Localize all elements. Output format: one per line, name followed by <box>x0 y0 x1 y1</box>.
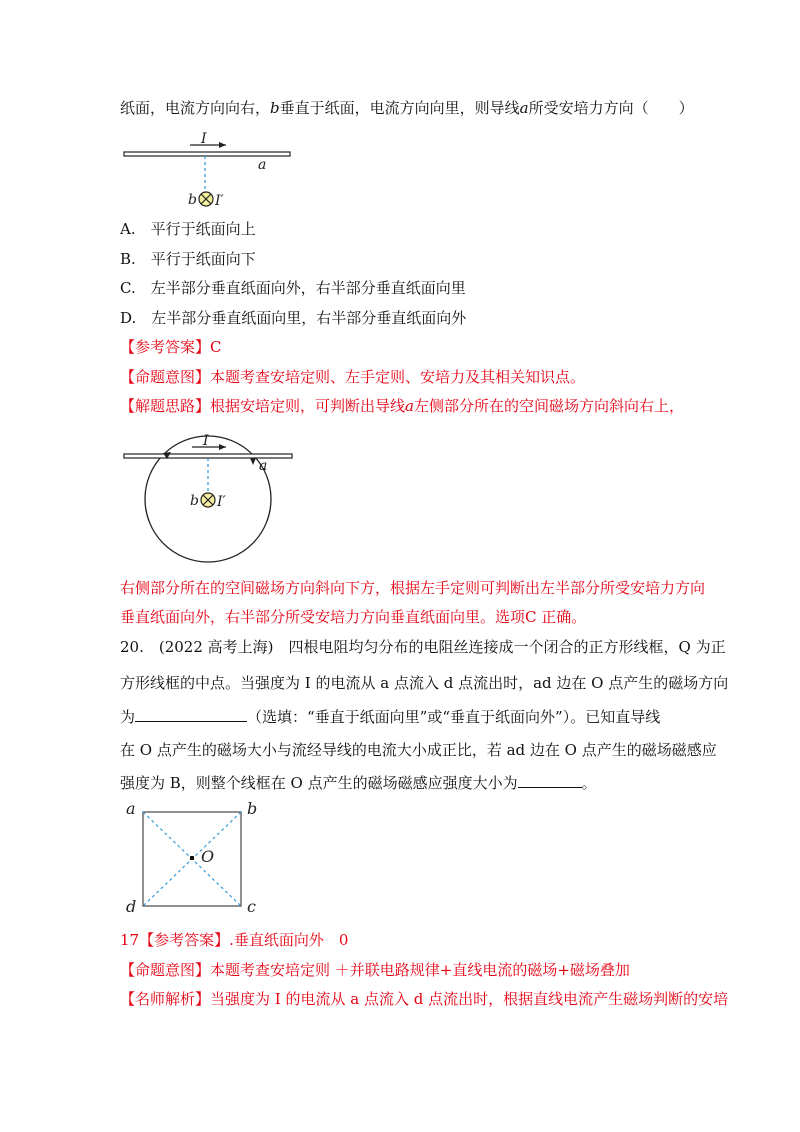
q20-figure-square <box>125 800 265 918</box>
corner-a-label: a <box>126 799 136 818</box>
center-point-o <box>190 856 194 860</box>
corner-d-label: d <box>126 897 137 916</box>
q19-cont-line1: 右侧部分所在的空间磁场方向斜向下方，根据左手定则可判断出左半部分所受安培力方向 <box>120 579 706 597</box>
q20-analysis: 【名师解析】当强度为 I 的电流从 a 点流入 d 点流出时，根据直线电流产生磁场判断的安培 <box>120 990 729 1008</box>
q20-line3-a: 为 <box>120 708 136 726</box>
current-i-label: I <box>201 131 207 147</box>
q19-idea-part1: 【解题思路】根据安培定则，可判断出导线 <box>120 397 406 415</box>
corner-b-label: b <box>247 799 258 818</box>
current-i-prime-label: I′ <box>217 494 226 510</box>
q19-answer: 【参考答案】C <box>120 338 222 356</box>
q19-stem <box>120 98 694 118</box>
wire-b-label: b <box>190 493 199 509</box>
q20-line5-a: 强度为 B，则整个线框在 O 点产生的磁场磁感应强度大小为 <box>120 774 518 792</box>
q19-stem-a-var: a <box>519 99 529 117</box>
q20-line1: 20. (2022 高考上海) 四根电阻均匀分布的电阻丝连接成一个闭合的正方形线框，Q 为正 <box>120 638 726 656</box>
wire-a-label: a <box>259 458 268 474</box>
current-i-label: I <box>203 433 209 449</box>
q20-line3 <box>120 707 660 727</box>
option-d: D. 左半部分垂直纸面向里，右半部分垂直纸面向外 <box>120 309 467 327</box>
q19-stem-part2: 垂直于纸面，电流方向向里，则导线 <box>279 99 520 117</box>
q19-idea-var: a <box>405 397 414 415</box>
answer-blank-2[interactable] <box>518 773 582 788</box>
q19-stem-part1: 纸面，电流方向向右， <box>120 99 271 117</box>
q19-figure-wire <box>120 125 300 215</box>
answer-blank-1[interactable] <box>135 707 247 722</box>
q20-line3-b: （选填：“垂直于纸面向里”或“垂直于纸面向外”）。已知直导线 <box>247 708 661 726</box>
q19-intent: 【命题意图】本题考查安培定则、左手定则、安培力及其相关知识点。 <box>120 368 586 386</box>
q20-line5 <box>120 773 597 793</box>
option-a: A. 平行于纸面向上 <box>120 220 256 238</box>
q20-intent: 【命题意图】本题考查安培定则 ＋并联电路规律+直线电流的磁场+磁场叠加 <box>120 961 630 979</box>
q19-stem-b-var: b <box>270 99 280 117</box>
q20-line5-b: 。 <box>581 774 597 792</box>
option-b: B. 平行于纸面向下 <box>120 250 256 268</box>
q19-stem-part3: 所受安培力方向（ ） <box>528 99 694 117</box>
q19-idea <box>120 396 684 416</box>
q19-figure-field-circle <box>120 430 310 565</box>
q20-line2: 方形线框的中点。当强度为 I 的电流从 a 点流入 d 点流出时，ad 边在 O 点产生的磁场方向 <box>120 674 729 692</box>
q19-idea-part2: 左侧部分所在的空间磁场方向斜向右上， <box>413 397 684 415</box>
current-i-prime-label: I′ <box>215 193 224 209</box>
q19-cont-line2: 垂直纸面向外，右半部分所受安培力方向垂直纸面向里。选项C 正确。 <box>120 608 587 626</box>
q20-line4: 在 O 点产生的磁场大小与流经导线的电流大小成正比，若 ad 边在 O 点产生的磁场磁感应 <box>120 741 717 759</box>
option-c: C. 左半部分垂直纸面向外，右半部分垂直纸面向里 <box>120 279 466 297</box>
center-o-label: O <box>201 847 215 866</box>
wire-a-label: a <box>258 157 267 173</box>
corner-c-label: c <box>247 897 256 916</box>
q20-answer: 17【参考答案】.垂直纸面向外 0 <box>120 931 349 949</box>
wire-b-label: b <box>188 192 197 208</box>
field-arrow-right-icon <box>250 458 256 465</box>
